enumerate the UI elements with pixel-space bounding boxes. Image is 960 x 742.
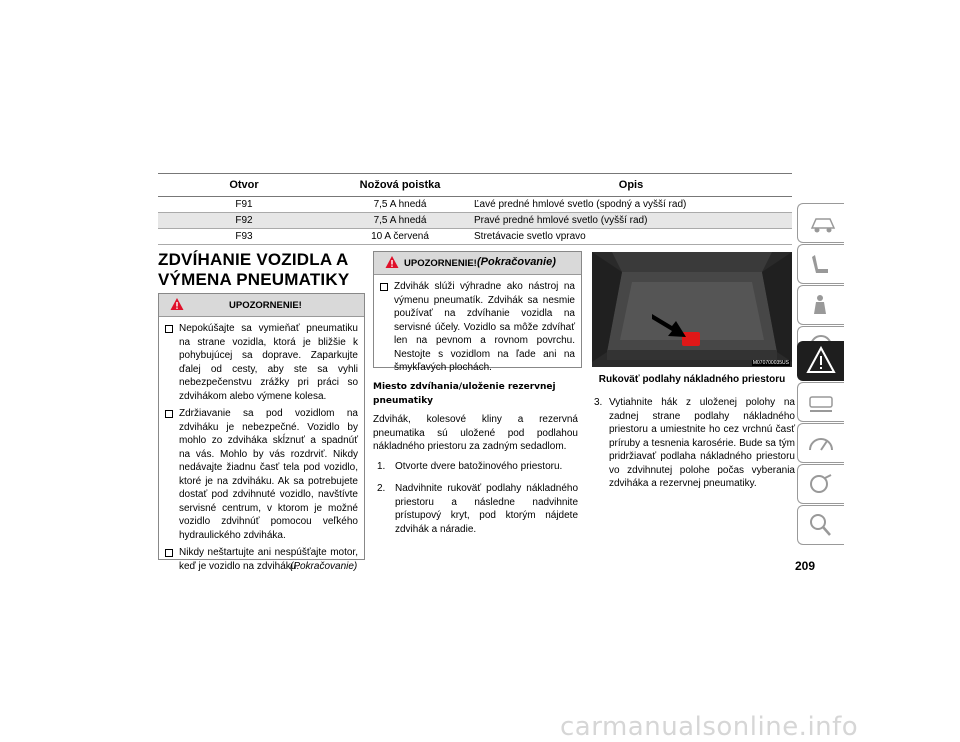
seat-icon [798,245,844,283]
section-title: ZDVÍHANIE VOZIDLA A VÝMENA PNEUMATIKY [158,250,350,289]
step-number: 3. [594,397,603,408]
chapter-tab-index[interactable] [797,505,844,545]
warning-header [374,252,581,275]
cell-slot: F92 [158,213,330,229]
cell-slot: F93 [158,229,330,245]
watermark: carmanualsonline.info [560,712,859,742]
cell-description: Stretávacie svetlo vpravo [470,229,792,245]
warning-item-text: Nikdy neštartujte ani nespúšťajte motor, keď je vozidlo na zdviháku. [179,547,358,572]
chapter-tab-multimedia[interactable] [797,464,844,504]
warning-triangle-icon [385,255,399,269]
chapter-tab-service[interactable] [797,382,844,422]
chapter-tab-getting-started[interactable] [797,244,844,284]
warning-box-continued [373,251,582,373]
warning-item [159,322,364,403]
figure-caption: Rukoväť podlahy nákladného priestoru [598,374,786,385]
fuse-table-header [158,174,792,197]
chapter-tab-safety[interactable] [797,285,844,325]
chapter-tab-emergencies[interactable] [797,341,844,381]
checkbox-bullet-icon [380,283,388,291]
table-row [158,213,792,229]
warning-header [159,294,364,317]
table-row [158,197,792,213]
fuse-table [158,173,792,245]
checkbox-bullet-icon [165,410,173,418]
car-key-icon [798,204,844,242]
warning-title: UPOZORNENIE! [229,300,302,311]
gauge-icon [798,424,844,462]
warning-item-text: Zdržiavanie sa pod vozidlom na zdviháku je nebezpečné. Vozidlo by mohlo zo zdviháka skĺznuť a spadnúť na vás. Mohlo by vás rozdrviť. Nikdy nedávajte žiadnu časť tela pod vozidlo, ktoré je na zdviháku. Ak sa potrebujete dostať pod zdvihnuté vozidlo, navštívte servisné centrum, v ktorom je možné vozidlo zdvihnúť pomocou veľkého hydraulického zdviháka. [179,408,358,541]
col-header-fuse: Nožová poistka [330,174,470,197]
safety-icon [798,286,844,324]
page-number: 209 [795,559,816,573]
checkbox-bullet-icon [165,325,173,333]
warning-title-continued: (Pokračovanie) [477,256,556,268]
cell-description: Ľavé predné hmlové svetlo (spodný a vyšší rad) [470,197,792,213]
multimedia-icon [798,465,844,503]
cell-fuse: 10 A červená [330,229,470,245]
step-number: 2. [377,483,386,494]
list-item [373,482,578,536]
subheading: Miesto zdvíhania/uloženie rezervnej pneumatiky [373,382,556,406]
step-number: 1. [377,461,386,472]
table-row [158,229,792,245]
step-text: Otvorte dvere batožinového priestoru. [395,461,563,472]
col-header-description: Opis [470,174,792,197]
chapter-tab-specifications[interactable] [797,423,844,463]
cell-fuse: 7,5 A hnedá [330,213,470,229]
step-text: Nadvihnite rukoväť podlahy nákladného priestoru a následne nadvihnite prístupový kryt, pod ktorým nájdete zdvihák a náradie. [395,483,578,535]
emergency-warning-icon [798,342,844,380]
cargo-area-photo [592,252,792,367]
col-header-slot: Otvor [158,174,330,197]
figure-code: M070700035US [752,360,789,366]
checkbox-bullet-icon [165,549,173,557]
cell-description: Pravé predné hmlové svetlo (vyšší rad) [470,213,792,229]
cell-slot: F91 [158,197,330,213]
warning-item-text: Nepokúšajte sa vymieňať pneumatiku na strane vozidla, ktorá je bližšie k pohybujúcej sa doprave. Zaparkujte ďalej od cesty, aby ste sa vyhli nebezpečenstvu zrážky pri práci so zdvihákom alebo výmene kolesa. [179,323,358,402]
warning-item [374,280,581,375]
warning-item-text: Zdvihák slúži výhradne ako nástroj na výmenu pneumatík. Zdvihák sa nesmie používať na zdvíhanie vozidla na servisné účely. Vozidlo sa môže zdvíhať len na pevnom a rovnom povrchu. Nestojte s vozidlom na ľade ani na šmykľavých plochách. [394,281,575,373]
search-icon [798,506,844,544]
list-item [373,460,578,474]
list-item [590,396,795,491]
warning-item [159,407,364,542]
car-lift-icon [798,383,844,421]
chapter-tab-vehicle[interactable] [797,203,844,243]
step-text: Vytiahnite hák z uloženej polohy na zadnej strane podlahy nákladného priestoru a umiestnite ho cez vrchnú časť príruby a tesnenia karosérie. Bude sa tým pridržiavať podlaha nákladného priestoru vo zdvihnutej polohe počas vyberania zdviháka a rezervnej pneumatiky. [609,397,795,489]
intro-paragraph: Zdvihák, kolesové kliny a rezervná pneumatika sú uložené pod podlahou nákladného priestoru za zadným sedadlom. [373,414,578,452]
cargo-photo-illustration [592,252,792,367]
warning-title: UPOZORNENIE! [404,258,477,269]
continued-note: (Pokračovanie) [290,561,358,572]
cell-fuse: 7,5 A hnedá [330,197,470,213]
warning-triangle-icon [170,297,184,311]
